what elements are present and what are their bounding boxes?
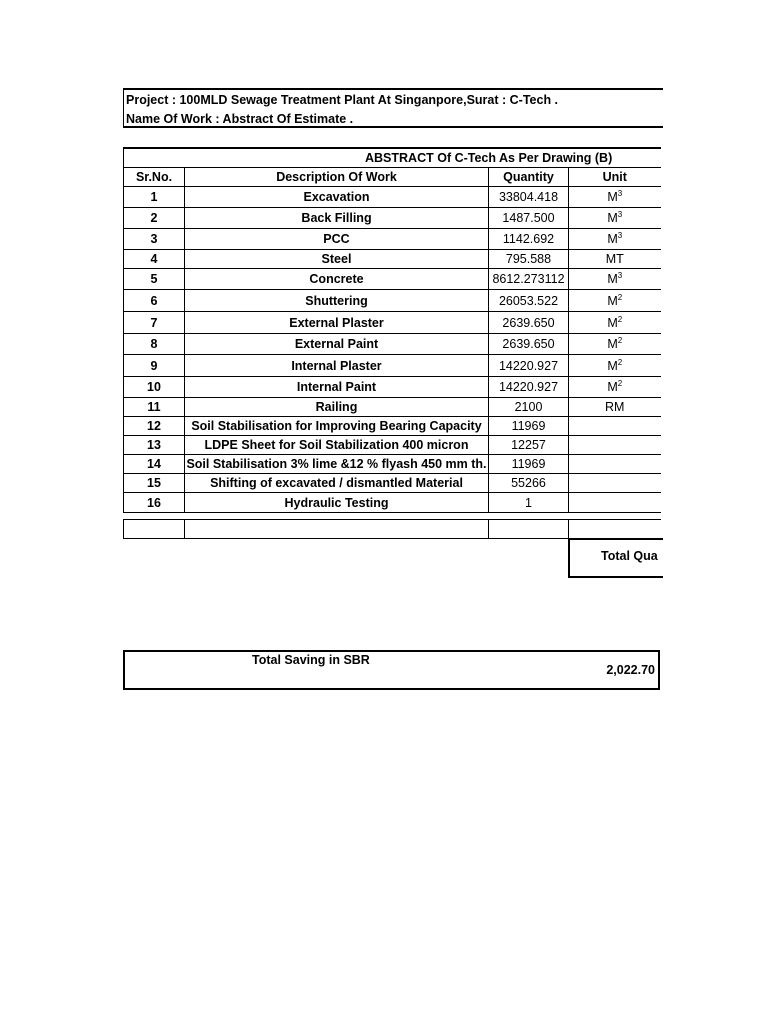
table-row: [124, 334, 661, 355]
sr-no-cell: 12: [124, 417, 185, 436]
sr-no-cell: 11: [124, 398, 185, 417]
total-saving-value: 2,022.70: [606, 663, 655, 677]
table-row: [124, 455, 661, 474]
total-quantity-label: Total Qua: [601, 549, 658, 563]
table-row: [124, 250, 661, 269]
description-cell: Concrete: [185, 269, 489, 290]
unit-symbol: M: [607, 211, 618, 225]
total-quantity-box: [568, 538, 663, 578]
unit-exponent: 3: [617, 188, 623, 198]
unit-symbol: M: [607, 380, 618, 394]
table-row: [124, 474, 661, 493]
description-cell: Back Filling: [185, 208, 489, 229]
description-cell: PCC: [185, 229, 489, 250]
quantity-cell: 12257: [489, 436, 569, 455]
work-name: Name Of Work : Abstract Of Estimate .: [126, 112, 354, 126]
unit-exponent: 2: [617, 314, 623, 324]
unit-symbol: RM: [605, 400, 625, 414]
description-cell: External Paint: [185, 334, 489, 355]
abstract-table: [123, 147, 661, 513]
table-row: [124, 436, 661, 455]
sr-no-cell: 16: [124, 493, 185, 513]
unit-cell: [569, 436, 661, 455]
unit-cell: [569, 290, 661, 312]
unit-cell: [569, 269, 661, 290]
quantity-cell: 14220.927: [489, 355, 569, 377]
description-cell: Excavation: [185, 187, 489, 208]
column-header-sr-no: Sr.No.: [124, 168, 185, 187]
table-row: [124, 269, 661, 290]
table-row: [124, 355, 661, 377]
unit-cell: [569, 455, 661, 474]
quantity-cell: 1: [489, 493, 569, 513]
quantity-cell: 14220.927: [489, 377, 569, 398]
quantity-cell: 1142.692: [489, 229, 569, 250]
sr-no-cell: 1: [124, 187, 185, 208]
description-cell: Soil Stabilisation for Improving Bearing Capacity: [185, 417, 489, 436]
unit-cell: [569, 398, 661, 417]
unit-cell: [569, 334, 661, 355]
unit-symbol: M: [607, 293, 618, 308]
unit-cell: [569, 187, 661, 208]
column-header-description: Description Of Work: [185, 168, 489, 187]
sr-no-cell: 2: [124, 208, 185, 229]
sr-no-cell: 7: [124, 312, 185, 334]
table-row: [124, 493, 661, 513]
blank-cell: [124, 520, 185, 539]
unit-exponent: 2: [617, 292, 623, 302]
quantity-cell: 33804.418: [489, 187, 569, 208]
table-row: [124, 290, 661, 312]
description-cell: Railing: [185, 398, 489, 417]
unit-exponent: 2: [617, 335, 623, 345]
unit-exponent: 3: [617, 230, 623, 240]
description-cell: Steel: [185, 250, 489, 269]
quantity-cell: 8612.273112: [489, 269, 569, 290]
unit-cell: [569, 355, 661, 377]
unit-cell: [569, 377, 661, 398]
quantity-cell: 11969: [489, 417, 569, 436]
sr-no-cell: 15: [124, 474, 185, 493]
unit-symbol: M: [607, 358, 618, 373]
unit-exponent: 3: [617, 209, 623, 219]
unit-cell: [569, 229, 661, 250]
quantity-cell: 2100: [489, 398, 569, 417]
table-row: [124, 229, 661, 250]
quantity-cell: 11969: [489, 455, 569, 474]
unit-symbol: M: [607, 337, 618, 351]
sr-no-cell: 4: [124, 250, 185, 269]
description-cell: Shuttering: [185, 290, 489, 312]
blank-cell: [569, 520, 661, 539]
table-row: [124, 417, 661, 436]
table-header-row: [124, 168, 661, 187]
table-row: [124, 208, 661, 229]
sr-no-cell: 8: [124, 334, 185, 355]
column-header-unit: Unit: [569, 168, 661, 187]
table-row: [124, 187, 661, 208]
column-header-quantity: Quantity: [489, 168, 569, 187]
sr-no-cell: 6: [124, 290, 185, 312]
quantity-cell: 795.588: [489, 250, 569, 269]
unit-symbol: MT: [605, 252, 624, 266]
quantity-cell: 55266: [489, 474, 569, 493]
quantity-cell: 26053.522: [489, 290, 569, 312]
project-title: Project : 100MLD Sewage Treatment Plant At Singanpore,Surat : C-Tech .: [126, 93, 559, 107]
unit-cell: [569, 250, 661, 269]
unit-cell: [569, 493, 661, 513]
quantity-cell: 2639.650: [489, 334, 569, 355]
description-cell: Internal Plaster: [185, 355, 489, 377]
sr-no-cell: 10: [124, 377, 185, 398]
blank-row: [123, 519, 661, 539]
table-row: [124, 312, 661, 334]
table-title: ABSTRACT Of C-Tech As Per Drawing (B): [124, 148, 661, 168]
description-cell: Hydraulic Testing: [185, 493, 489, 513]
unit-symbol: M: [607, 272, 618, 286]
sr-no-cell: 9: [124, 355, 185, 377]
description-cell: Soil Stabilisation 3% lime &12 % flyash 450 mm th.: [185, 455, 489, 474]
unit-cell: [569, 312, 661, 334]
unit-symbol: M: [607, 232, 618, 246]
blank-cell: [185, 520, 489, 539]
sr-no-cell: 13: [124, 436, 185, 455]
blank-cell: [489, 520, 569, 539]
unit-symbol: M: [607, 190, 618, 204]
total-saving-box: [123, 650, 660, 690]
quantity-cell: 1487.500: [489, 208, 569, 229]
table-row: [124, 398, 661, 417]
unit-exponent: 2: [617, 378, 623, 388]
table-row: [124, 377, 661, 398]
sr-no-cell: 3: [124, 229, 185, 250]
unit-cell: [569, 417, 661, 436]
project-header: [123, 88, 663, 128]
unit-exponent: 3: [617, 270, 623, 280]
total-saving-label: Total Saving in SBR: [252, 653, 370, 667]
sr-no-cell: 5: [124, 269, 185, 290]
description-cell: LDPE Sheet for Soil Stabilization 400 micron: [185, 436, 489, 455]
sr-no-cell: 14: [124, 455, 185, 474]
unit-cell: [569, 474, 661, 493]
unit-cell: [569, 208, 661, 229]
quantity-cell: 2639.650: [489, 312, 569, 334]
description-cell: Shifting of excavated / dismantled Material: [185, 474, 489, 493]
table-title-row: [124, 148, 661, 168]
unit-symbol: M: [607, 315, 618, 330]
description-cell: Internal Paint: [185, 377, 489, 398]
unit-exponent: 2: [617, 357, 623, 367]
description-cell: External Plaster: [185, 312, 489, 334]
